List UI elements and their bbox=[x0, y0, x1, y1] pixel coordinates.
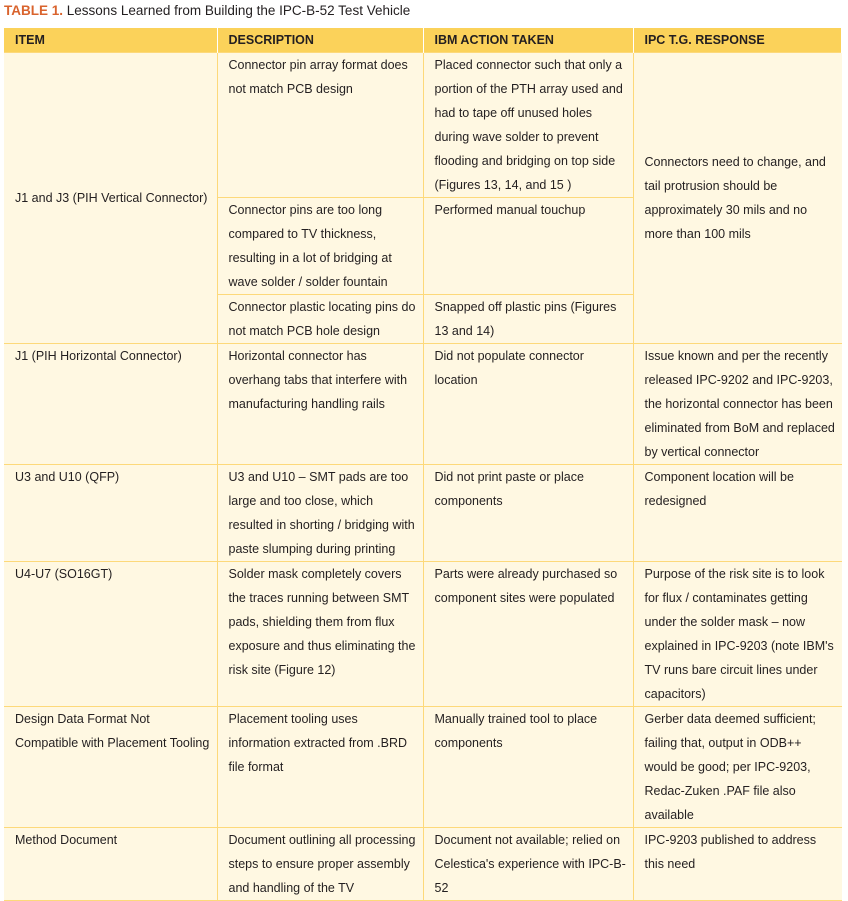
header-action: IBM ACTION TAKEN bbox=[423, 28, 633, 53]
cell-description: Connector plastic locating pins do not match PCB hole design bbox=[217, 295, 423, 344]
header-item: ITEM bbox=[4, 28, 217, 53]
cell-description: Document outlining all processing steps to ensure proper assembly and handling of the TV bbox=[217, 828, 423, 901]
table-label: TABLE 1. bbox=[4, 3, 64, 18]
table-title: Lessons Learned from Building the IPC-B-52 Test Vehicle bbox=[66, 3, 411, 18]
table-row bbox=[4, 465, 842, 562]
cell-response: Purpose of the risk site is to look for flux / contaminates getting under the solder mask – now explained in IPC-9203 (note IBM's TV runs bare circuit lines under capacitors) bbox=[633, 562, 842, 707]
lessons-learned-table bbox=[4, 28, 842, 901]
cell-action: Document not available; relied on Celestica's experience with IPC-B-52 bbox=[423, 828, 633, 901]
header-response: IPC T.G. RESPONSE bbox=[633, 28, 842, 53]
table-caption bbox=[4, 2, 410, 20]
cell-item: J1 (PIH Horizontal Connector) bbox=[4, 344, 217, 465]
cell-action: Manually trained tool to place components bbox=[423, 707, 633, 828]
table-row bbox=[4, 707, 842, 828]
cell-description: Placement tooling uses information extracted from .BRD file format bbox=[217, 707, 423, 828]
cell-response: Issue known and per the recently released IPC-9202 and IPC-9203, the horizontal connector has been eliminated from BoM and replaced by vertical connector bbox=[633, 344, 842, 465]
cell-response: Gerber data deemed sufficient; failing that, output in ODB++ would be good; per IPC-9203, Redac-Zuken .PAF file also available bbox=[633, 707, 842, 828]
cell-item: Method Document bbox=[4, 828, 217, 901]
cell-description: Connector pins are too long compared to TV thickness, resulting in a lot of bridging at wave solder / solder fountain bbox=[217, 198, 423, 295]
cell-description: Solder mask completely covers the traces running between SMT pads, shielding them from flux exposure and thus eliminating the risk site (Figure 12) bbox=[217, 562, 423, 707]
table-row bbox=[4, 344, 842, 465]
table-row bbox=[4, 828, 842, 901]
cell-description: Connector pin array format does not match PCB design bbox=[217, 53, 423, 198]
cell-response: Connectors need to change, and tail protrusion should be approximately 30 mils and no more than 100 mils bbox=[633, 53, 842, 344]
cell-description: Horizontal connector has overhang tabs that interfere with manufacturing handling rails bbox=[217, 344, 423, 465]
cell-action: Performed manual touchup bbox=[423, 198, 633, 295]
cell-action: Parts were already purchased so component sites were populated bbox=[423, 562, 633, 707]
cell-item: Design Data Format Not Compatible with Placement Tooling bbox=[4, 707, 217, 828]
cell-item: J1 and J3 (PIH Vertical Connector) bbox=[4, 53, 217, 344]
cell-item: U3 and U10 (QFP) bbox=[4, 465, 217, 562]
cell-action: Snapped off plastic pins (Figures 13 and 14) bbox=[423, 295, 633, 344]
cell-description: U3 and U10 – SMT pads are too large and too close, which resulted in shorting / bridging with paste slumping during printing bbox=[217, 465, 423, 562]
cell-action: Did not print paste or place components bbox=[423, 465, 633, 562]
table-row bbox=[4, 53, 842, 198]
cell-item: U4-U7 (SO16GT) bbox=[4, 562, 217, 707]
header-description: DESCRIPTION bbox=[217, 28, 423, 53]
cell-response: IPC-9203 published to address this need bbox=[633, 828, 842, 901]
table-row bbox=[4, 562, 842, 707]
cell-response: Component location will be redesigned bbox=[633, 465, 842, 562]
cell-action: Did not populate connector location bbox=[423, 344, 633, 465]
header-row bbox=[4, 28, 842, 53]
cell-action: Placed connector such that only a portion of the PTH array used and had to tape off unused holes during wave solder to prevent flooding and bridging on top side (Figures 13, 14, and 15 ) bbox=[423, 53, 633, 198]
